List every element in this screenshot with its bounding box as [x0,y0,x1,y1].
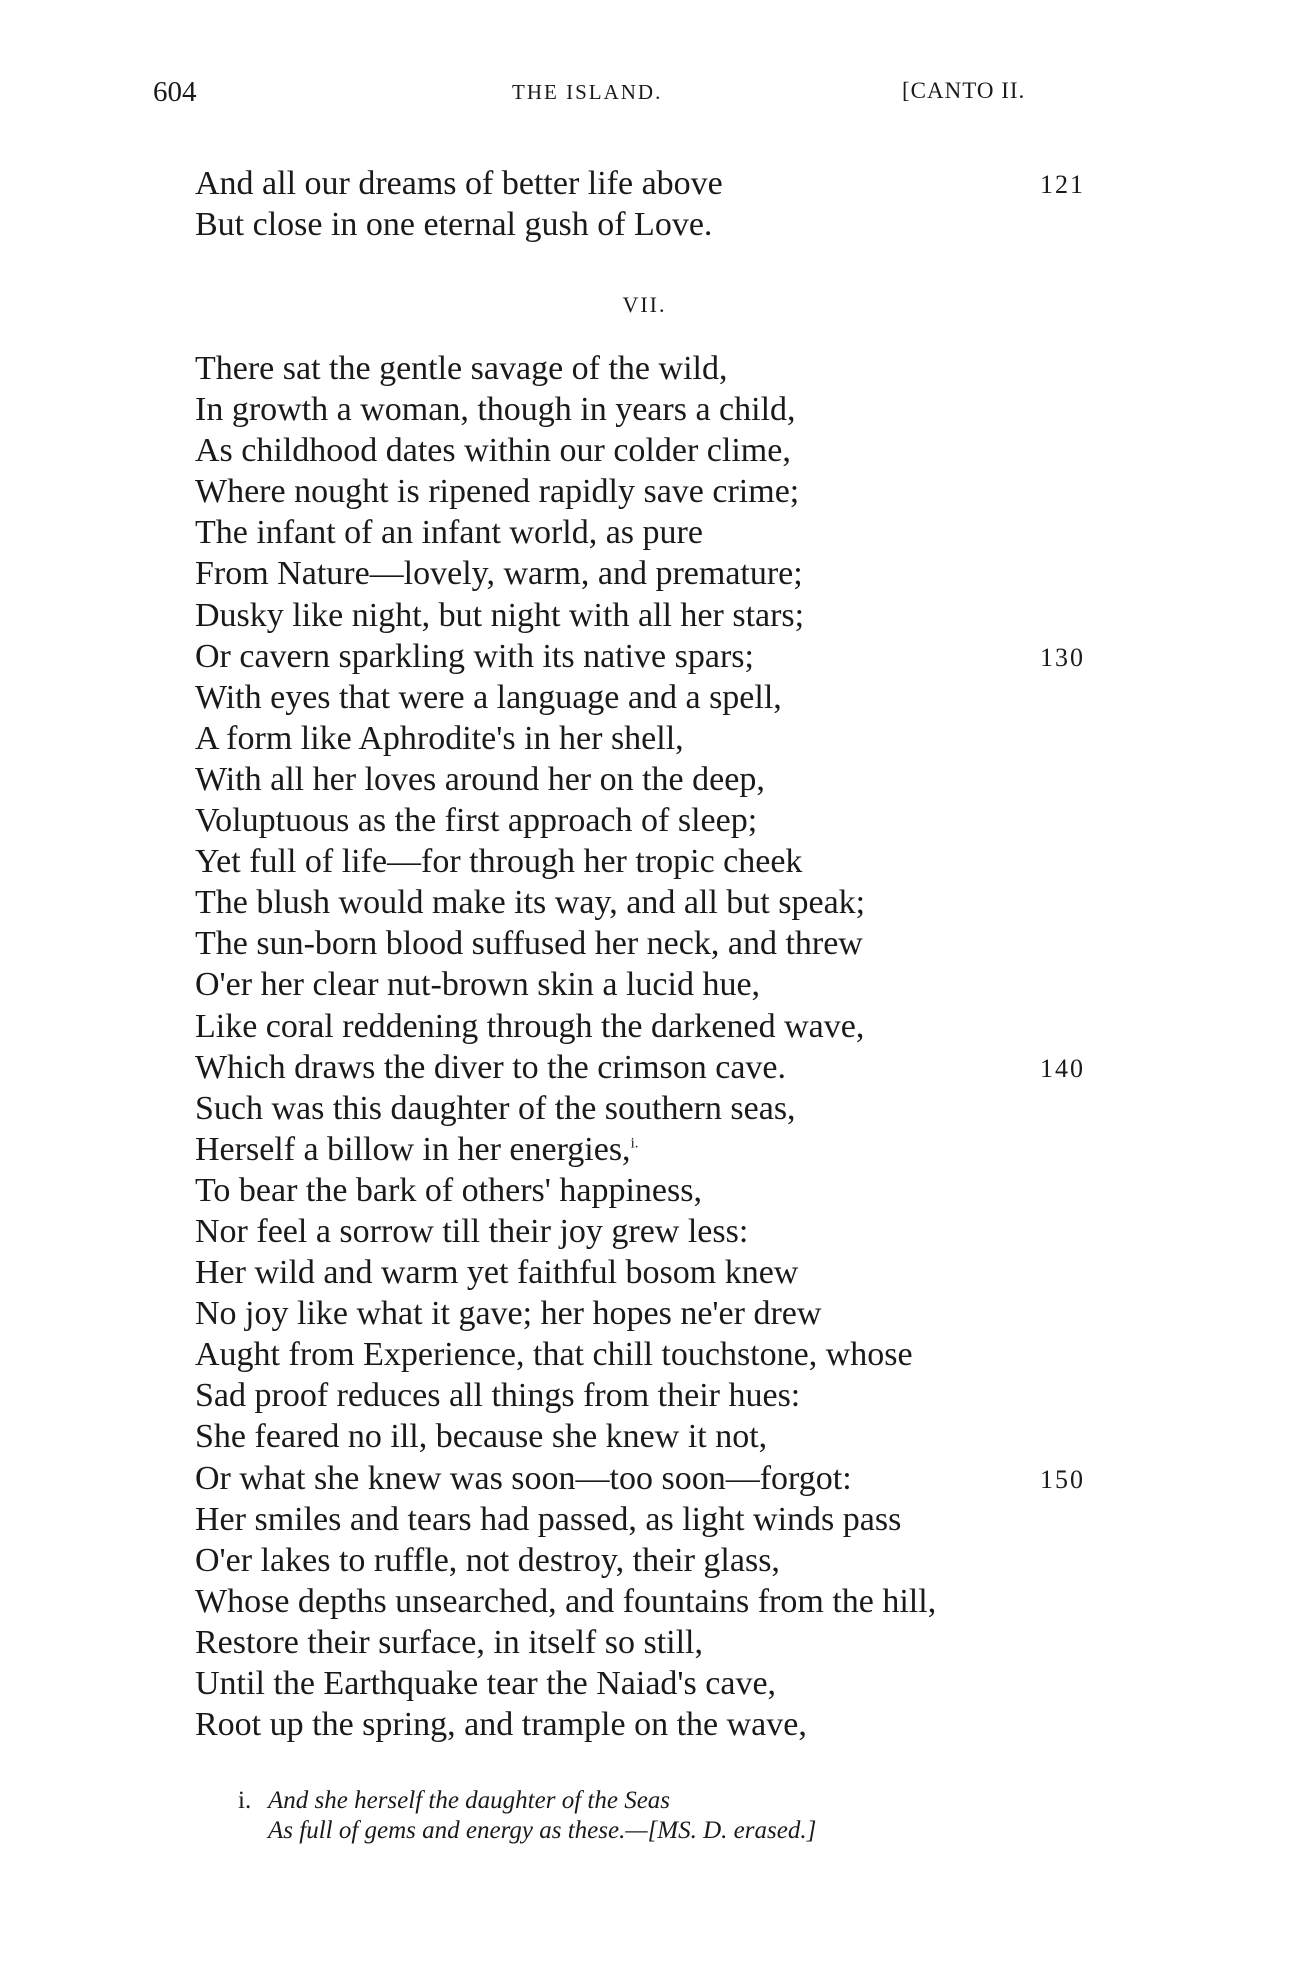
poem-line [195,1334,1115,1375]
poem-line [195,1170,1115,1211]
poem-line [195,1416,1115,1457]
poem-line-text: Yet full of life—for through her tropic cheek [195,843,803,881]
poem-line-text: Which draws the diver to the crimson cave. [195,1048,787,1086]
poem-line [195,1088,1115,1129]
footnote-line [238,1816,1098,1846]
poem-line [195,1252,1115,1293]
poem-line [195,800,1115,841]
footnote-text: As full of gems and energy as these.—[MS. D. erased.] [268,1817,817,1844]
poem-line [195,163,1115,204]
poem-line-text: Or what she knew was soon—too soon—forgot: [195,1459,852,1497]
opening-stanza [195,163,1115,245]
poem-line-text: Herself a billow in her energies, [195,1130,631,1168]
stanza-heading: VII. [622,292,667,317]
poem-line [195,841,1115,882]
poem-line-text: Dusky like night, but night with all her stars; [195,596,805,634]
poem-line [195,512,1115,553]
poem-line [195,964,1115,1005]
poem-line [195,595,1115,636]
poem-line [195,1581,1115,1622]
poem-line-text: O'er her clear nut-brown skin a lucid hue, [195,966,761,1004]
poem-line-text: Her smiles and tears had passed, as light winds pass [195,1500,902,1538]
line-number: 121 [1040,170,1085,199]
poem-line-text: Or cavern sparkling with its native spars; [195,637,754,675]
line-number: 140 [1040,1053,1085,1083]
poem-line [195,718,1115,759]
poem-line-text: Sad proof reduces all things from their hues: [195,1377,801,1415]
poem-line [195,1622,1115,1663]
poem-line-text: Nor feel a sorrow till their joy grew less: [195,1212,749,1250]
line-number: 130 [1040,642,1085,672]
poem-line [195,636,1115,677]
footnote-marker: i. [238,1787,252,1814]
poem-line-text: Whose depths unsearched, and fountains from the hill, [195,1582,937,1620]
poem-line [195,923,1115,964]
poem-line-text: She feared no ill, because she knew it not, [195,1418,768,1456]
poem-line [195,1458,1115,1499]
poem-line-text: In growth a woman, though in years a child, [195,391,796,429]
poem-line [195,389,1115,430]
poem-line-text: The blush would make its way, and all but speak; [195,884,866,922]
poem-line [195,1006,1115,1047]
poem-line-text: Restore their surface, in itself so still, [195,1623,703,1661]
poem-line [195,1293,1115,1334]
canto-reference: [CANTO II. [902,78,1026,103]
footnote-reference: i. [630,1135,639,1152]
poem-line-text: O'er lakes to ruffle, not destroy, their glass, [195,1541,780,1579]
poem-line-text: To bear the bark of others' happiness, [195,1171,702,1209]
poem-line [195,1499,1115,1540]
footnote-text: And she herself the daughter of the Seas [268,1787,671,1814]
poem-line-text: Where nought is ripened rapidly save crime; [195,473,800,511]
poem-line [195,1047,1115,1088]
poem-line [195,1211,1115,1252]
poem-line-text: But close in one eternal gush of Love. [195,206,713,244]
poem-line [195,1704,1115,1745]
poem-line-text: Her wild and warm yet faithful bosom knew [195,1254,799,1292]
poem-line-text: There sat the gentle savage of the wild, [195,350,728,387]
poem-line-text: Aught from Experience, that chill touchstone, whose [195,1336,913,1374]
line-number: 150 [1040,1464,1085,1494]
poem-line-text: From Nature—lovely, warm, and premature; [195,555,803,593]
footnotes [238,1786,1098,1846]
poem-line-text: And all our dreams of better life above [195,165,723,202]
poem-line-text: The sun-born blood suffused her neck, and threw [195,925,863,963]
poem-line [195,1663,1115,1704]
poem-line-text: No joy like what it gave; her hopes ne'er drew [195,1295,822,1333]
poem-line [195,759,1115,800]
poem-line [195,1540,1115,1581]
poem-line-text: A form like Aphrodite's in her shell, [195,719,684,757]
poem-line-text: Such was this daughter of the southern seas, [195,1089,796,1127]
poem-line [195,882,1115,923]
poem-line [195,348,1115,389]
page-number: 604 [153,76,197,108]
poem-line-text: As childhood dates within our colder clime, [195,432,791,470]
poem-line [195,1129,1115,1170]
poem-line-text: Voluptuous as the first approach of sleep; [195,802,758,840]
poem-line-text: With all her loves around her on the deep, [195,760,765,798]
footnote-line [238,1786,1098,1816]
poem-line-text: Until the Earthquake tear the Naiad's cave, [195,1665,777,1702]
page-header [0,76,1289,116]
poem-line-text: With eyes that were a language and a spell, [195,678,782,716]
poem-line-text: Like coral reddening through the darkened wave, [195,1007,865,1045]
stanza-vii [195,348,1115,1745]
poem-line [195,677,1115,718]
poem-line [195,430,1115,471]
poem-line [195,204,1115,245]
poem-line [195,553,1115,594]
running-title: THE ISLAND. [512,80,663,104]
poem-line-text: Root up the spring, and trample on the wave, [195,1706,807,1744]
poem-line-text: The infant of an infant world, as pure [195,514,703,552]
poem-line [195,471,1115,512]
poem-line [195,1375,1115,1416]
